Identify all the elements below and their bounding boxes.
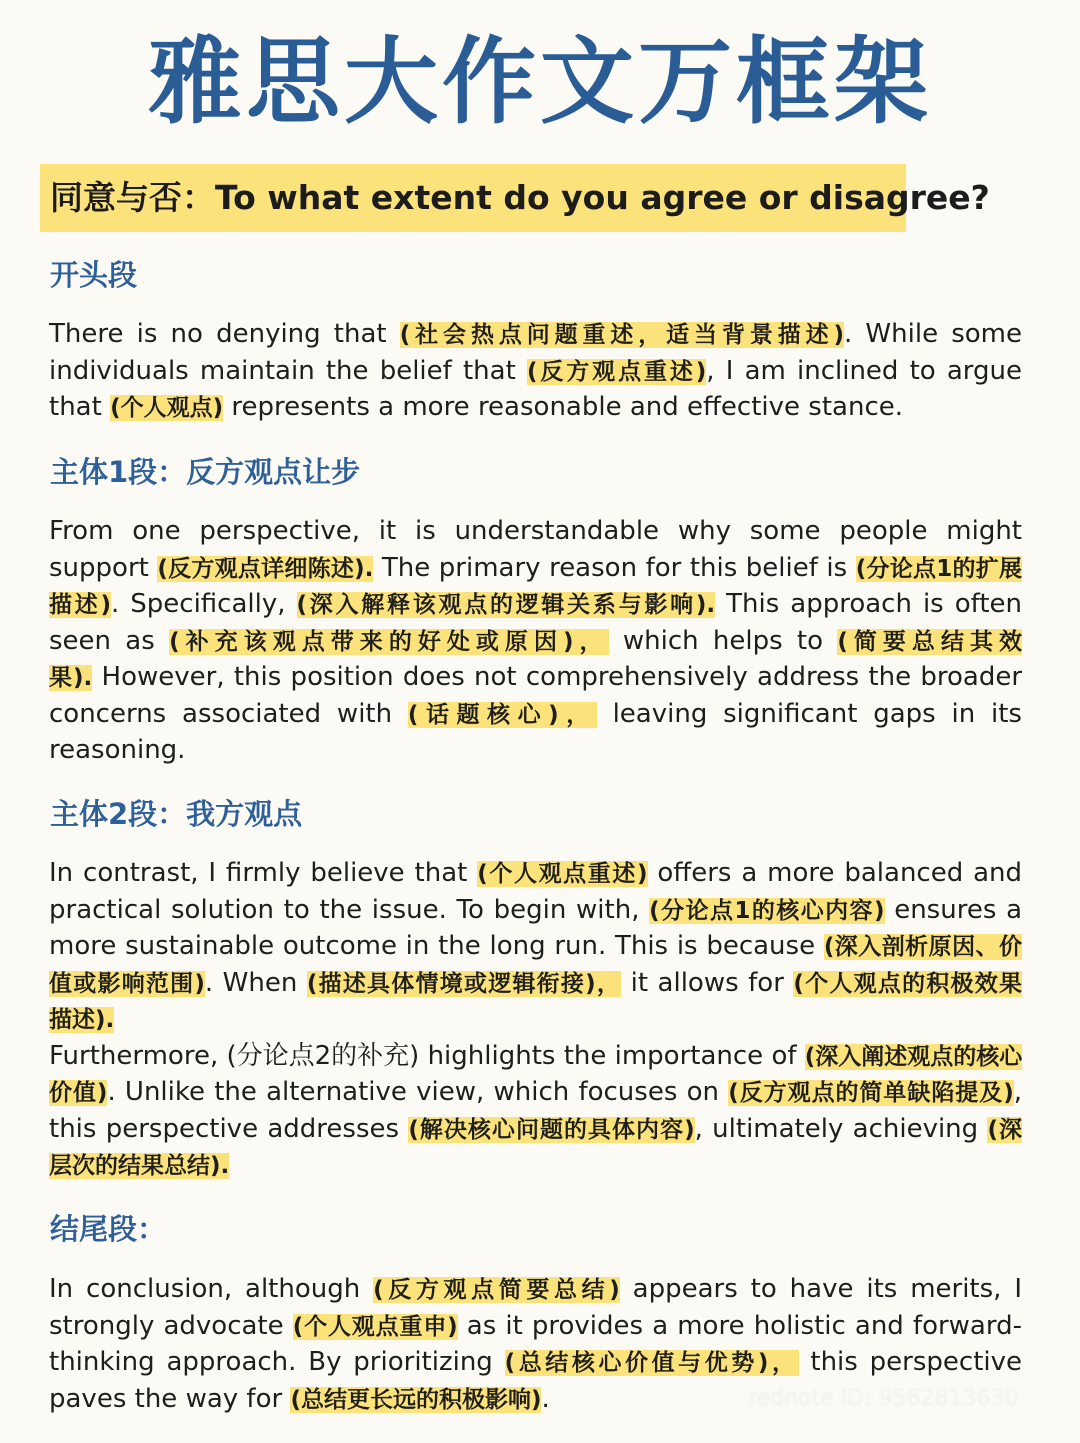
text-segment: Furthermore, (分论点2的补充) highlights the importance of (49, 1040, 805, 1071)
highlighted-placeholder: (补充该观点带来的好处或原因)， (169, 628, 609, 655)
text-line (49, 659, 1022, 695)
section-heading-body2: 主体2段：我方观点 (50, 797, 303, 831)
text-segment: In conclusion, although (49, 1274, 374, 1304)
text-line (49, 855, 1022, 891)
highlighted-placeholder: (反方观点详细陈述). (157, 555, 374, 582)
text-segment: . Specifically, (111, 589, 297, 619)
text-segment: . (541, 1383, 550, 1414)
highlighted-placeholder: 描述). (49, 1007, 115, 1033)
highlighted-placeholder: (简要总结其效 (837, 628, 1022, 655)
highlighted-placeholder: (描述具体情境或逻辑衔接)， (306, 970, 622, 997)
text-segment: it allows for (621, 967, 794, 998)
text-line (49, 389, 1022, 425)
highlighted-placeholder: (解决核心问题的具体内容) (408, 1116, 695, 1143)
text-line (49, 316, 1022, 352)
text-segment: , I am inclined to argue (706, 355, 1022, 386)
question-text: 同意与否：To what extent do you agree or disagree? (50, 178, 990, 217)
watermark: rednote ID: 9562813630 (748, 1386, 1019, 1411)
highlighted-placeholder: 果). (49, 665, 93, 691)
page-title: 雅思大作文万框架 (147, 27, 932, 137)
text-line (49, 1001, 1022, 1037)
text-line (49, 550, 1022, 586)
text-segment: more sustainable outcome in the long run. This is because (49, 931, 824, 961)
text-segment: paves the way for (49, 1383, 291, 1414)
text-segment: support (49, 552, 158, 583)
highlighted-placeholder: 值或影响范围) (49, 970, 205, 997)
text-segment: , (1013, 1077, 1022, 1107)
text-segment: There is no denying that (49, 319, 400, 349)
text-segment: this perspective (798, 1347, 1022, 1377)
text-segment: this perspective addresses (49, 1113, 409, 1144)
highlighted-placeholder: (个人观点) (110, 395, 224, 421)
highlighted-placeholder: (话题核心)， (407, 701, 597, 728)
text-segment: leaving significant gaps in its (596, 698, 1022, 729)
highlighted-placeholder: (反方观点的简单缺陷提及) (728, 1080, 1014, 1106)
text-segment: However, this position does not comprehensively address the broader (92, 662, 1022, 692)
text-segment: appears to have its merits, I (619, 1274, 1022, 1304)
highlighted-placeholder: (个人观点重述) (477, 861, 648, 887)
text-segment: seen as (49, 625, 170, 656)
section-heading-intro: 开头段 (50, 258, 138, 292)
highlighted-placeholder: 描述) (49, 592, 111, 618)
text-segment: . While some (844, 319, 1022, 349)
text-line (49, 586, 1022, 622)
highlighted-placeholder: (深 (987, 1116, 1022, 1143)
text-line (49, 1344, 1022, 1380)
highlighted-placeholder: (社会热点问题重述，适当背景描述) (399, 322, 845, 348)
text-line (49, 1111, 1022, 1147)
highlighted-placeholder: (个人观点重申) (292, 1313, 458, 1340)
text-segment: From one perspective, it is understandable why some people might (49, 516, 1022, 546)
text-line (49, 892, 1022, 928)
section-heading-body1: 主体1段：反方观点让步 (50, 455, 361, 489)
text-segment: This approach is often (715, 589, 1022, 619)
text-segment: In contrast, I firmly believe that (49, 858, 478, 888)
highlighted-placeholder: (分论点1的核心内容) (649, 897, 885, 924)
highlighted-placeholder: (总结更长远的积极影响) (290, 1386, 542, 1413)
highlighted-placeholder: (深入剖析原因、价 (823, 934, 1022, 960)
text-line (49, 1271, 1022, 1307)
text-segment: ensures a (884, 894, 1022, 925)
text-segment: practical solution to the issue. To begin with, (49, 894, 650, 925)
text-segment: . When (204, 967, 307, 998)
text-segment: concerns associated with (49, 698, 408, 729)
highlighted-placeholder: (深入解释该观点的逻辑关系与影响). (296, 592, 716, 618)
text-segment: as it provides a more holistic and forward- (457, 1310, 1022, 1341)
text-segment: The primary reason for this belief is (373, 552, 856, 583)
text-segment: individuals maintain the belief that (49, 355, 527, 386)
text-line (49, 965, 1022, 1001)
highlighted-placeholder: (反方观点重述) (526, 358, 707, 385)
text-line (49, 1038, 1022, 1074)
text-segment: strongly advocate (49, 1310, 293, 1341)
section-heading-conclusion: 结尾段： (50, 1212, 167, 1246)
text-segment: , ultimately achieving (694, 1113, 988, 1144)
text-line (49, 928, 1022, 964)
text-line (49, 513, 1022, 549)
highlighted-placeholder: (深入阐述观点的核心 (804, 1043, 1022, 1070)
text-line (49, 1147, 1022, 1183)
text-line (49, 732, 1022, 768)
text-segment: that (49, 392, 111, 422)
highlighted-placeholder: (个人观点的积极效果 (793, 970, 1022, 997)
text-line (49, 1074, 1022, 1110)
text-segment: thinking approach. By prioritizing (49, 1347, 505, 1377)
highlighted-placeholder: (分论点1的扩展 (855, 555, 1022, 582)
text-line (49, 353, 1022, 389)
text-segment: . Unlike the alternative view, which focuses on (107, 1077, 729, 1107)
highlighted-placeholder: 价值) (49, 1080, 108, 1106)
highlighted-placeholder: 层次的结果总结). (49, 1153, 230, 1179)
text-segment: reasoning. (49, 735, 186, 765)
text-line (49, 1308, 1022, 1344)
text-line (49, 623, 1022, 659)
text-segment: which helps to (608, 625, 838, 656)
text-segment: offers a more balanced and (647, 858, 1022, 888)
highlighted-placeholder: (总结核心价值与优势)， (504, 1350, 799, 1376)
text-line (49, 696, 1022, 732)
highlighted-placeholder: (反方观点简要总结) (373, 1277, 620, 1303)
text-segment: represents a more reasonable and effective stance. (223, 392, 903, 422)
